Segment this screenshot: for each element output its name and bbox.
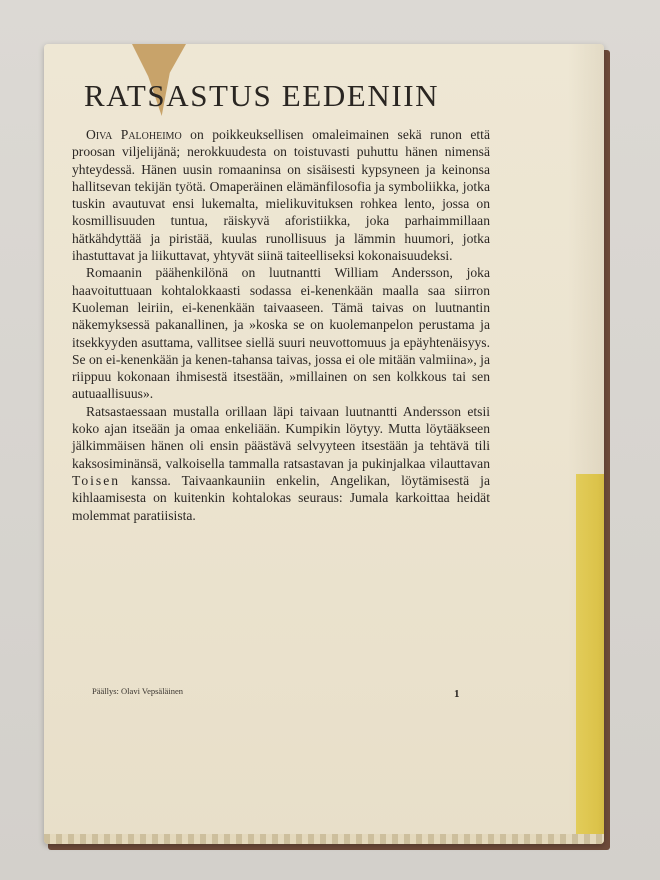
paragraph-3-spaced-word: Toisen <box>72 472 121 488</box>
blurb-text <box>72 126 490 524</box>
worn-bottom-edge <box>44 834 604 844</box>
blurb-paragraph-3 <box>72 403 490 524</box>
paragraph-3-text-after: kanssa. Taivaankauniin enkelin, Angelikan, löytämisestä ja kihlaamisesta on kuitenkin kohtalokas seuraus: Jumala karkoittaa heidät molemmat paratiisista. <box>72 472 490 523</box>
paragraph-3-text-before: Ratsastaessaan mustalla orillaan läpi taivaan luutnantti Andersson etsii koko ajan itseään ja omaa enkeliään. Kumpikin löytyy. Mutta löytääkseen jälkimmäisen hänen oli ensin päästävä selvyyteen itsestään ja tehtävä tili kaksosiminänsä, valkoisella tammalla ratsastavan ja pukinjalkaa vilauttavan <box>72 403 490 471</box>
paragraph-1-text: on poikkeuksellisen omaleimainen sekä runon että proosan viljelijänä; nerokkuudesta on toistuvasti puhuttu hänen nimensä yhteydessä. Hänen uusin romaaninsa on sisäisesti kypsyneen ja keinonsa hallitsevan tekijän työtä. Omaperäinen elämänfilosofia ja symboliikka, jotka tuskin avautuvat ensi lukemalta, mielikuvituksen rohkea lento, jossa on kosmillisuuden tuntua, räiskyvä aforistiikka, joka parhaimmillaan hätkähdyttää ja piristää, kuulas runollisuus ja lämmin huumori, jotka ihastuttavat ja liikuttavat, yhtyvät siinä taiteelliseksi kokonaisuudeksi. <box>72 127 490 264</box>
page-number: 1 <box>454 688 460 700</box>
blurb-paragraph-2 <box>72 264 490 402</box>
cover-designer-credit: Päällys: Olavi Vepsäläinen <box>92 686 183 696</box>
book-title: RATSASTUS EEDENIIN <box>84 78 440 113</box>
blurb-paragraph-1 <box>72 126 490 264</box>
author-name: Oiva Paloheimo <box>86 127 182 142</box>
paragraph-2-text: Romaanin päähenkilönä on luutnantti William Andersson, joka haavoituttuaan kohtalokkaasti sodassa ei-kenenkään maalla saa siirron Kuoleman leiriin, ei-kenenkään taivaaseen. Tämä taivas on luutnantin näkemyksessä pakanallinen, ja »koska se on kuolemanpelon perustama ja itsekkyyden asuttama, vallitsee siellä suuri neuvottomuus ja epäyhtenäisyys. Se on ei-kenenkään ja kenen-tahansa taivas, jossa ei ole mitään valmiina», ja riippuu kokonaan ihmisestä itsestään, »millainen on sen kolkkous tai sen autuaallisuus». <box>72 265 490 402</box>
spine-yellow-strip <box>576 474 604 844</box>
